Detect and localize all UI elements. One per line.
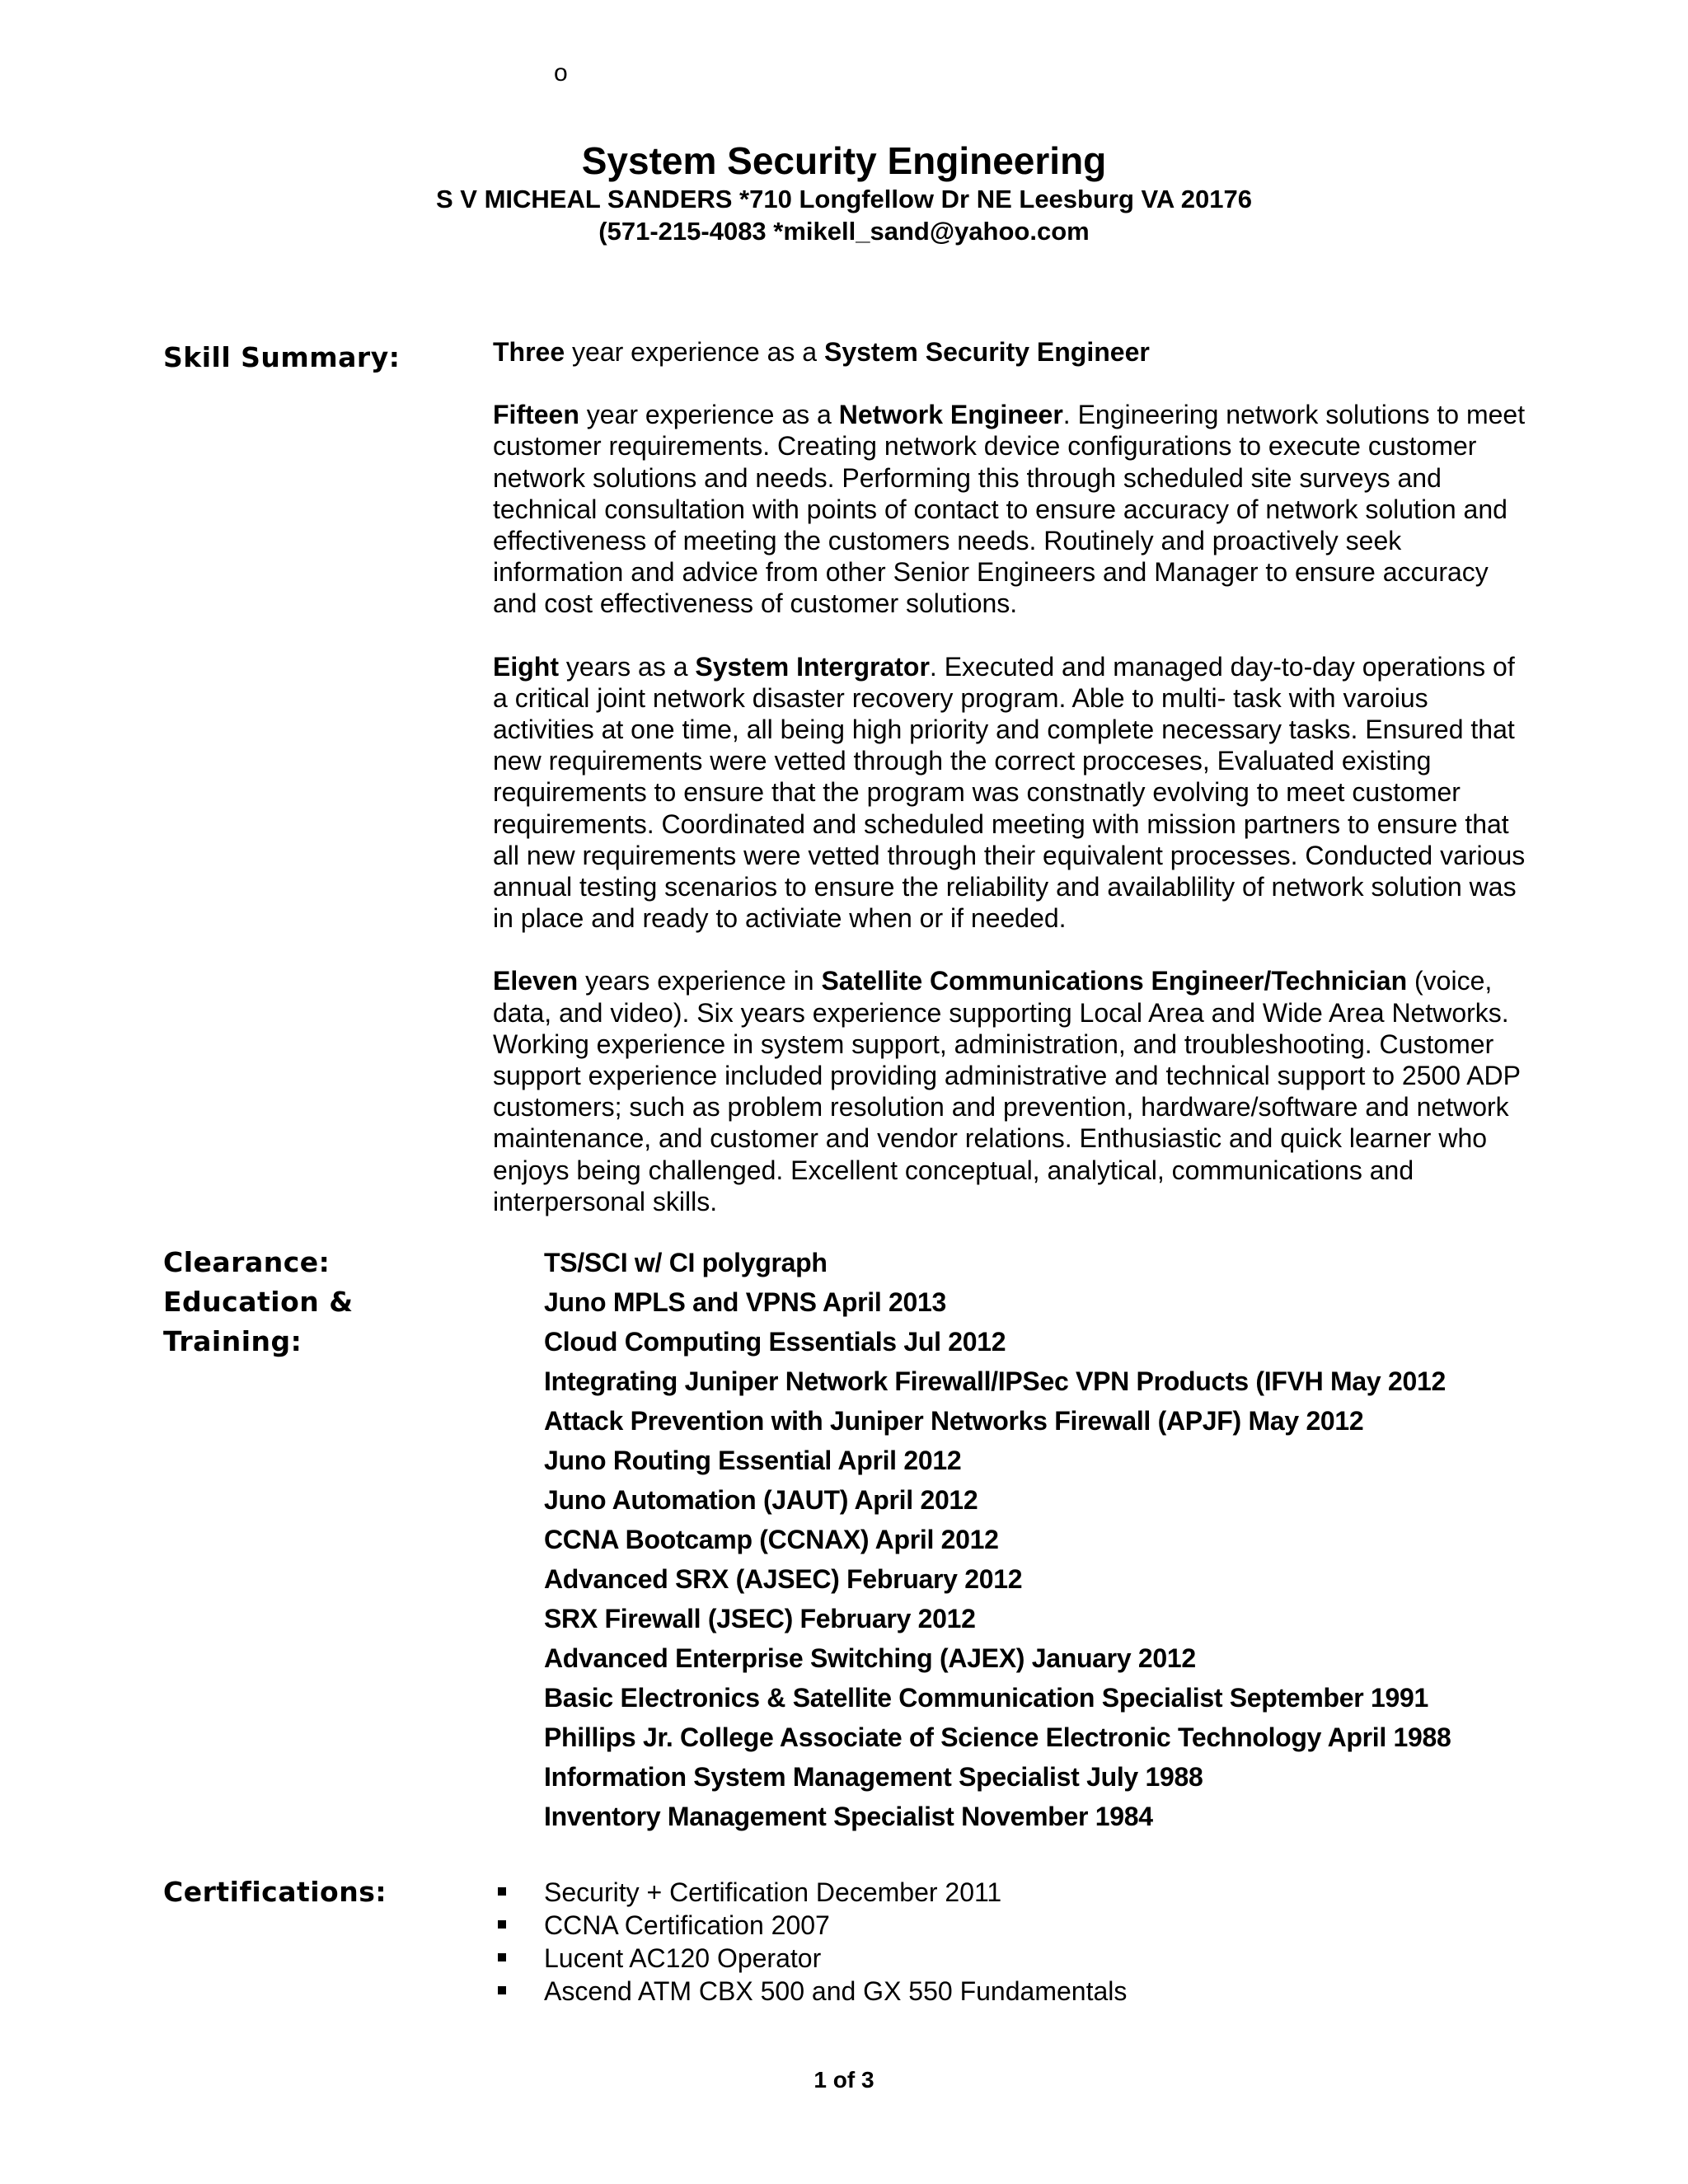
list-item [493, 1975, 1127, 2008]
clearance-training-list [544, 1243, 1451, 1836]
training-item: Attack Prevention with Juniper Networks Firewall (APJF) May 2012 [544, 1406, 1364, 1436]
training-item: Juno Automation (JAUT) April 2012 [544, 1485, 978, 1515]
summary-paragraph [493, 336, 1531, 368]
training-item: Advanced Enterprise Switching (AJEX) January 2012 [544, 1643, 1196, 1673]
contact-phone-email: (571-215-4083 *mikell_sand@yahoo.com [598, 217, 1090, 246]
training-item: Phillips Jr. College Associate of Science Electronic Technology April 1988 [544, 1722, 1451, 1752]
list-item [493, 1942, 1127, 1975]
training-label: Training: [163, 1325, 302, 1357]
square-bullet-icon [498, 1887, 506, 1896]
summary-text: (voice, data, and video). Six years experience supporting Local Area and Wide Area Networks. Working experience in system support, administration, and troubleshooting. Customer support experience included providing administrative and technical support to 2500 ADP customers; such as problem resolution and prevention, hardware/software and network maintenance, and customer and vendor relations. Enthusiastic and quick learner who enjoys being challenged. Excellent conceptual, analytical, communications and interpersonal skills. [493, 966, 1521, 1216]
resume-header [0, 138, 1688, 247]
training-item: Integrating Juniper Network Firewall/IPSec VPN Products (IFVH May 2012 [544, 1366, 1446, 1396]
square-bullet-icon [498, 1953, 506, 1961]
page-title: System Security Engineering [581, 139, 1107, 182]
summary-text: year experience as a [565, 337, 824, 367]
summary-lead: Eleven [493, 966, 579, 996]
training-item: Cloud Computing Essentials Jul 2012 [544, 1327, 1006, 1357]
skill-summary-section [493, 336, 1531, 1249]
education-label: Education & [163, 1286, 354, 1318]
summary-role: Network Engineer [838, 400, 1063, 430]
training-item: Advanced SRX (AJSEC) February 2012 [544, 1564, 1023, 1594]
summary-text: . Executed and managed day-to-day operations of a critical joint network disaster recovery program. Able to multi- task with varoius activities at one time, all being high priority and complete necessary tasks. Ensured that new requirements were vetted through the correct procceses, Evaluated existing requirements to ensure that the program was constnatly evolving to meet customer requirements. Coordinated and scheduled meeting with mission partners to ensure that all new requirements were vetted through their equivalent processes. Conducted various annual testing scenarios to ensure the reliability and availablility of network solution was in place and ready to activiate when or if needed. [493, 651, 1526, 934]
summary-paragraph [493, 965, 1531, 1217]
stray-mark: o [554, 59, 568, 87]
certifications-list [493, 1876, 1127, 2008]
list-item [493, 1876, 1127, 1909]
contact-address: S V MICHEAL SANDERS *710 Longfellow Dr NE Leesburg VA 20176 [436, 185, 1252, 213]
training-item: SRX Firewall (JSEC) February 2012 [544, 1604, 976, 1633]
summary-text: years as a [558, 651, 696, 682]
summary-text: . Engineering network solutions to meet customer requirements. Creating network device configurations to execute customer network solutions and needs. Performing this through scheduled site surveys and technical consultation with points of contact to ensure accuracy of network solution and effectiveness of meeting the customers needs. Routinely and proactively seek information and advice from other Senior Engineers and Manager to ensure accuracy and cost effectiveness of customer solutions. [493, 400, 1526, 619]
certification-text: Security + Certification December 2011 [544, 1877, 1002, 1907]
summary-text: year experience as a [579, 400, 839, 430]
square-bullet-icon [498, 1920, 506, 1929]
summary-lead: Fifteen [493, 400, 579, 430]
training-item: Juno MPLS and VPNS April 2013 [544, 1287, 947, 1317]
summary-text: years experience in [578, 966, 822, 996]
certification-text: Ascend ATM CBX 500 and GX 550 Fundamentals [544, 1976, 1128, 2006]
training-item: Juno Routing Essential April 2012 [544, 1446, 962, 1475]
training-item: Inventory Management Specialist November 1984 [544, 1802, 1153, 1831]
skill-summary-label: Skill Summary: [163, 341, 401, 373]
square-bullet-icon [498, 1986, 506, 1994]
list-item [493, 1909, 1127, 1942]
page-number: 1 of 3 [814, 2067, 874, 2093]
training-item: CCNA Bootcamp (CCNAX) April 2012 [544, 1525, 999, 1554]
summary-role: System Security Engineer [823, 337, 1150, 367]
training-item: Basic Electronics & Satellite Communication Specialist September 1991 [544, 1683, 1429, 1713]
summary-paragraph [493, 399, 1531, 619]
summary-role: Satellite Communications Engineer/Technician [821, 966, 1408, 996]
clearance-label: Clearance: [163, 1246, 331, 1278]
certification-text: CCNA Certification 2007 [544, 1910, 830, 1940]
summary-lead: Eight [493, 651, 559, 682]
summary-paragraph [493, 651, 1531, 935]
clearance-item: TS/SCI w/ CI polygraph [544, 1248, 828, 1277]
training-item: Information System Management Specialist July 1988 [544, 1762, 1203, 1792]
certifications-label: Certifications: [163, 1876, 387, 1908]
certification-text: Lucent AC120 Operator [544, 1943, 822, 1973]
summary-role: System Intergrator [695, 651, 930, 682]
summary-lead: Three [493, 337, 565, 367]
